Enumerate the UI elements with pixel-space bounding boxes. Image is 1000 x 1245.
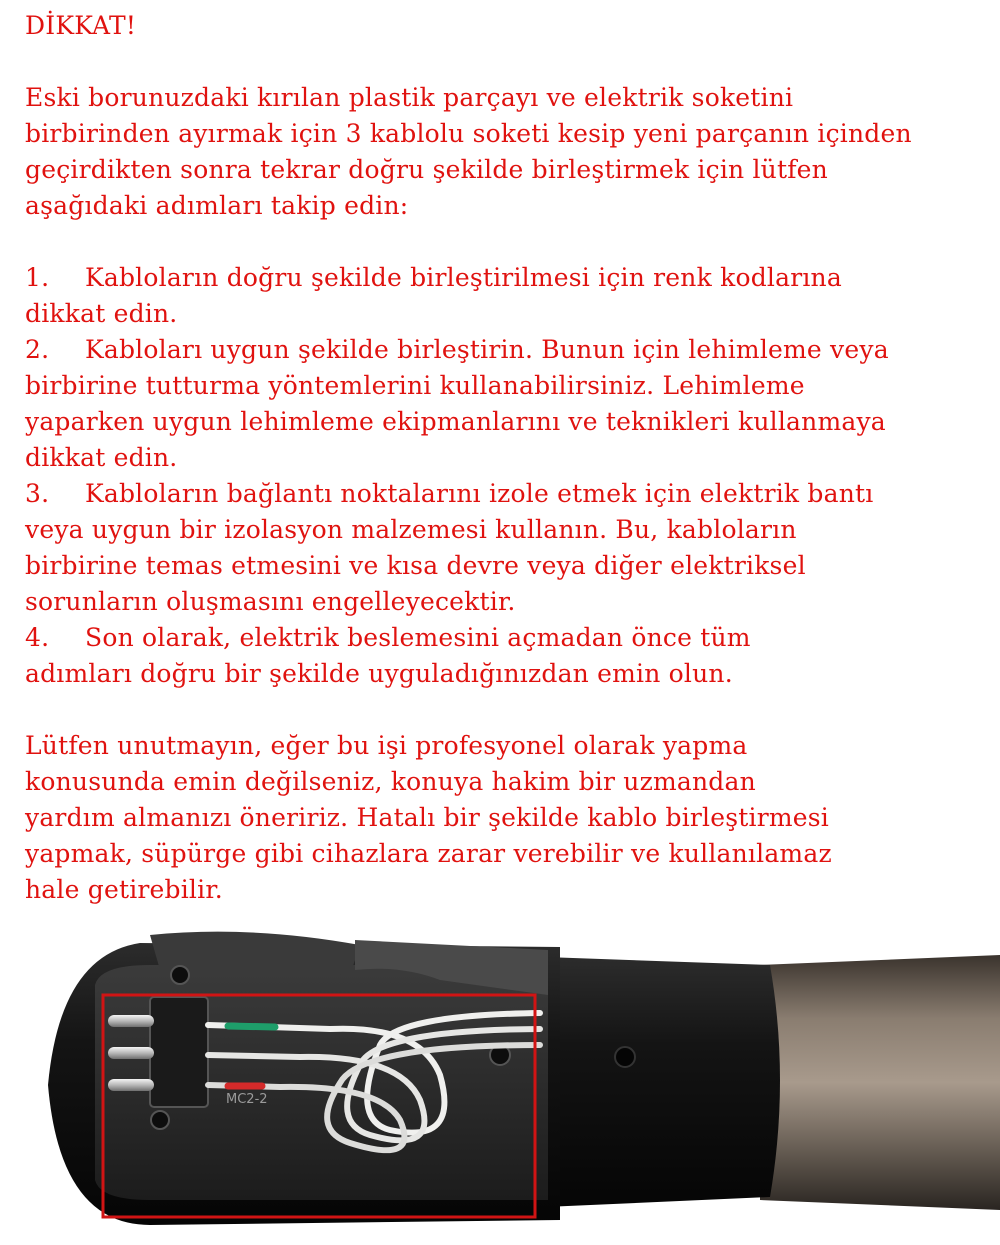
step-text: birbirine tutturma yöntemlerini kullanabilirsiniz. Lehimleme <box>25 371 805 400</box>
step-1 <box>25 260 990 296</box>
connector-label: MC2-2 <box>226 1092 268 1107</box>
metal-tube <box>760 955 1000 1210</box>
warning-line: hale getirebilir. <box>25 875 223 904</box>
vacuum-tube-photo <box>0 925 1000 1245</box>
pin <box>108 1079 154 1091</box>
screw-hole <box>151 1111 169 1129</box>
step-text: Kabloların doğru şekilde birleştirilmesi için renk kodlarına <box>85 263 842 292</box>
step-text: Son olarak, elektrik beslemesini açmadan önce tüm <box>85 623 751 652</box>
screw-hole <box>171 966 189 984</box>
instruction-text <box>25 8 990 908</box>
warning-line: yapmak, süpürge gibi cihazlara zarar verebilir ve kullanılamaz <box>25 839 832 868</box>
step-text: dikkat edin. <box>25 299 178 328</box>
step-number: 2. <box>25 335 50 364</box>
connector-block <box>150 997 208 1107</box>
intro-line: geçirdikten sonra tekrar doğru şekilde birleştirmek için lütfen <box>25 155 828 184</box>
intro-line: birbirinden ayırmak için 3 kablolu soketi kesip yeni parçanın içinden <box>25 119 912 148</box>
warning-line: yardım almanızı öneririz. Hatalı bir şekilde kablo birleştirmesi <box>25 803 829 832</box>
step-number: 1. <box>25 263 50 292</box>
tube-collar <box>545 957 780 1207</box>
step-3 <box>25 476 990 512</box>
warning-title: DİKKAT! <box>25 11 137 40</box>
step-text: veya uygun bir izolasyon malzemesi kullanın. Bu, kabloların <box>25 515 797 544</box>
step-text: adımları doğru bir şekilde uyguladığınızdan emin olun. <box>25 659 733 688</box>
screw-hole <box>615 1047 635 1067</box>
pin <box>108 1015 154 1027</box>
step-text: Kabloları uygun şekilde birleştirin. Bunun için lehimleme veya <box>85 335 889 364</box>
step-2 <box>25 332 990 368</box>
step-number: 4. <box>25 623 50 652</box>
step-text: Kabloların bağlantı noktalarını izole etmek için elektrik bantı <box>85 479 874 508</box>
step-text: birbirine temas etmesini ve kısa devre veya diğer elektriksel <box>25 551 806 580</box>
warning-line: Lütfen unutmayın, eğer bu işi profesyonel olarak yapma <box>25 731 748 760</box>
step-text: sorunların oluşmasını engelleyecektir. <box>25 587 516 616</box>
step-text: yaparken uygun lehimleme ekipmanlarını ve teknikleri kullanmaya <box>25 407 886 436</box>
pin <box>108 1047 154 1059</box>
step-number: 3. <box>25 479 50 508</box>
step-4 <box>25 620 990 656</box>
intro-line: aşağıdaki adımları takip edin: <box>25 191 409 220</box>
step-text: dikkat edin. <box>25 443 178 472</box>
warning-line: konusunda emin değilseniz, konuya hakim bir uzmandan <box>25 767 756 796</box>
green-wire-sleeve <box>228 1026 275 1027</box>
intro-line: Eski borunuzdaki kırılan plastik parçayı ve elektrik soketini <box>25 83 794 112</box>
